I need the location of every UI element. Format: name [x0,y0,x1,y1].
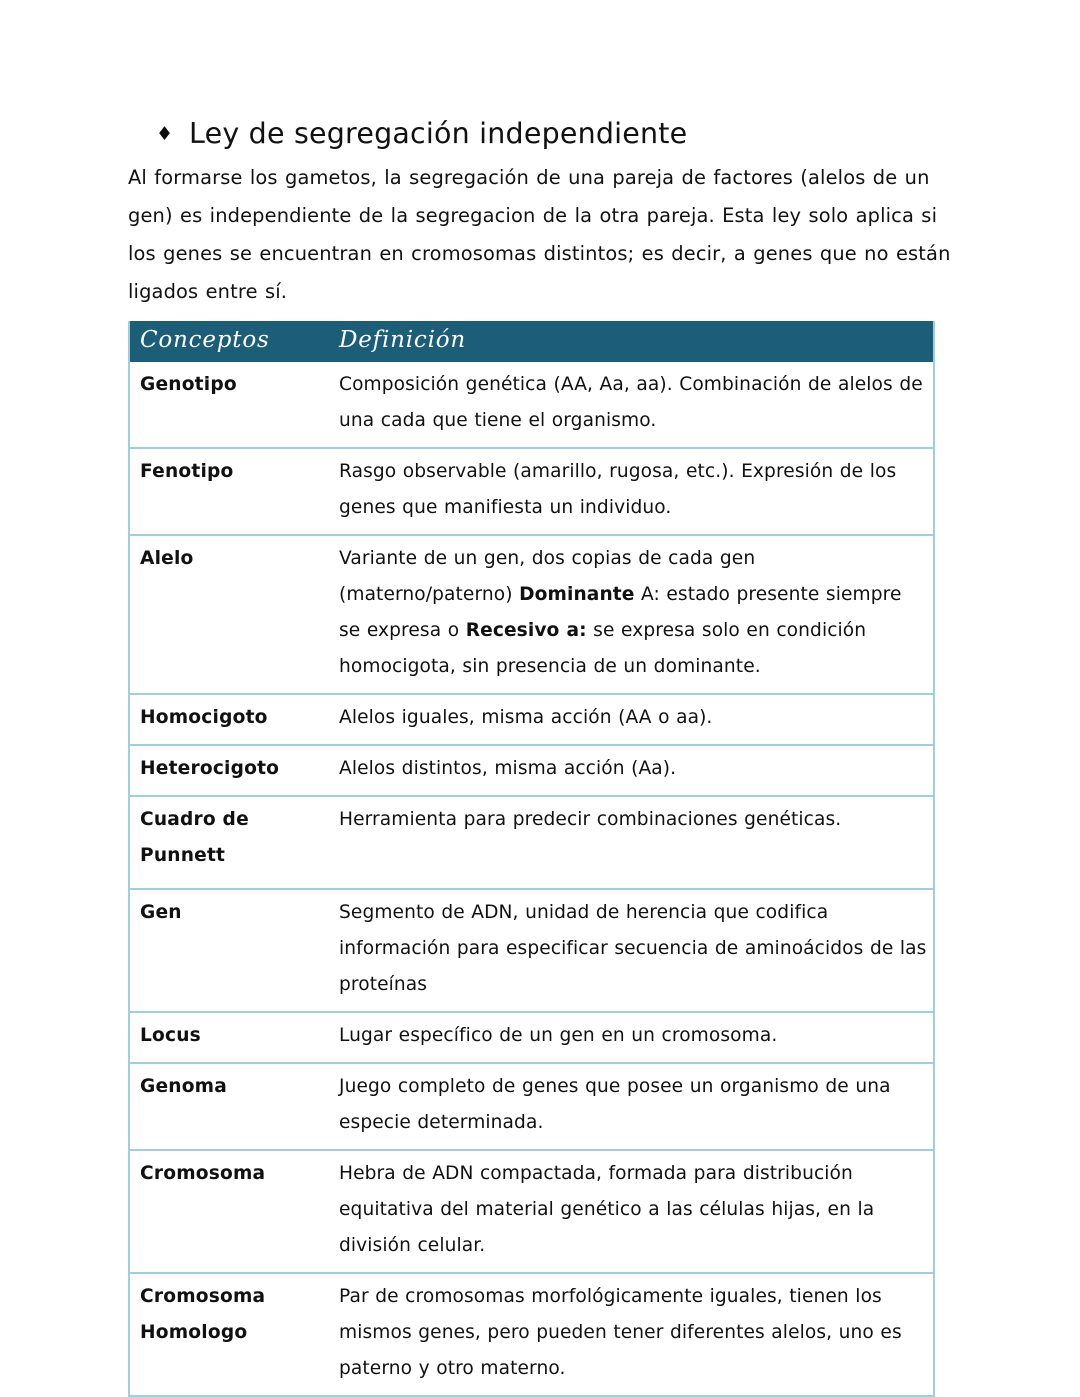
term-cell: Cromosoma Homologo [129,1273,321,1396]
section-heading [128,118,952,151]
definition-cell: Lugar específico de un gen en un cromosoma. [321,1012,934,1063]
intro-paragraph: Al formarse los gametos, la segregación de una pareja de factores (alelos de un gen) es independiente de la segregacion de la otra pareja. Esta ley solo aplica si los genes se encuentran en cromosomas distintos; es decir, a genes que no están ligados entre sí. [128,165,951,303]
page-title: Ley de segregación independiente [189,117,688,150]
table-header [129,321,934,362]
table-row [129,1273,934,1396]
term-cell: Homocigoto [129,694,321,745]
definition-cell: Par de cromosomas morfológicamente iguales, tienen los mismos genes, pero pueden tener diferentes alelos, uno es paterno y otro materno. [321,1273,934,1396]
term-cell: Heterocigoto [129,745,321,796]
document-content [128,118,952,1397]
definition-cell: Composición genética (AA, Aa, aa). Combinación de alelos de una cada que tiene el organismo. [339,373,923,431]
definition-cell: Segmento de ADN, unidad de herencia que codifica información para especificar secuencia de aminoácidos de las proteínas [321,889,934,1012]
table-header-row [129,321,934,362]
table-row [129,448,934,535]
table-row [129,1150,934,1273]
column-header-definicion: Definición [321,321,934,362]
table-row [129,535,934,694]
definition-cell: Herramienta para predecir combinaciones genéticas. [321,796,934,889]
table-row [129,889,934,1012]
definition-cell: Alelos distintos, misma acción (Aa). [321,745,934,796]
diamond-bullet-icon: ♦ [156,123,174,145]
table-body [129,362,934,1396]
table-row [129,796,934,889]
term-cell: Genoma [129,1063,321,1150]
term-cell: Cromosoma [129,1150,321,1273]
table-row [129,694,934,745]
term-cell: Locus [129,1012,321,1063]
term-cell: Cuadro de Punnett [129,796,321,889]
definition-cell: Alelos iguales, misma acción (AA o aa). [321,694,934,745]
definition-cell: Hebra de ADN compactada, formada para distribución equitativa del material genético a las células hijas, en la división celular. [321,1150,934,1273]
definition-cell: Variante de un gen, dos copias de cada gen (materno/paterno) Dominante A: estado presente siempre se expresa o Recesivo a: se expresa solo en condición homocigota, sin presencia de un dominante. [321,535,934,694]
table-row [129,745,934,796]
table-row [129,1063,934,1150]
table-row [129,1012,934,1063]
term-cell: Gen [129,889,321,1012]
term-cell: Fenotipo [129,448,321,535]
concepts-definitions-table [128,321,935,1397]
definition-cell: Rasgo observable (amarillo, rugosa, etc.). Expresión de los genes que manifiesta un individuo. [321,448,934,535]
term-cell: Alelo [129,535,321,694]
column-header-conceptos: Conceptos [129,321,321,362]
definition-cell: Juego completo de genes que posee un organismo de una especie determinada. [321,1063,934,1150]
table-row [129,362,934,448]
term-cell: Genotipo [140,373,237,395]
